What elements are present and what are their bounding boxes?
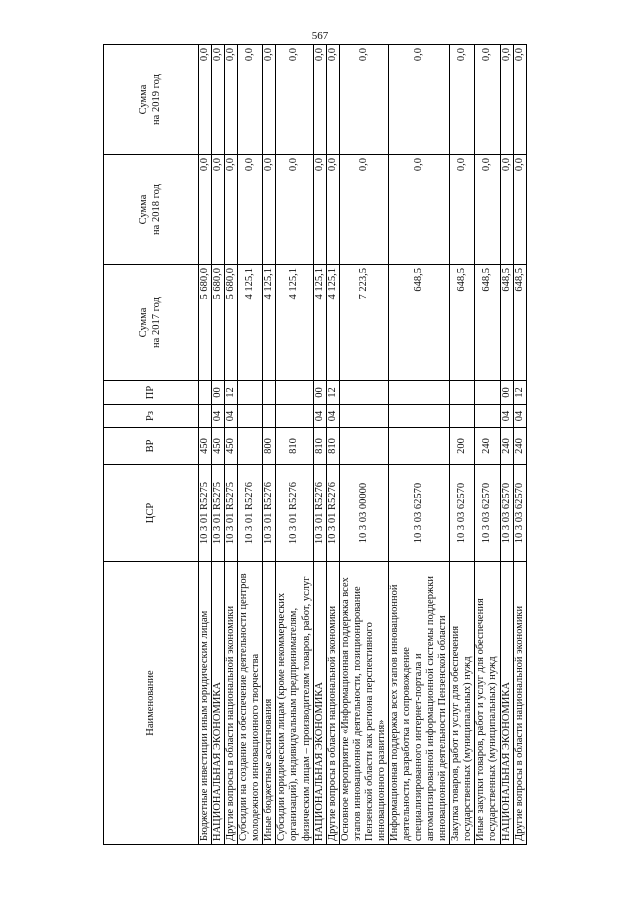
cell-name: Иные закупки товаров, работ и услуг для обеспечения государственных (муниципальных) нужд: [475, 562, 500, 845]
cell-pr: [339, 381, 388, 405]
cell-pr: [388, 381, 449, 405]
cell-sum-2019: 0,0: [313, 45, 326, 155]
cell-rz: [339, 405, 388, 428]
header-pr: ПР: [104, 381, 199, 405]
cell-sum-2018: 0,0: [212, 155, 225, 265]
cell-sum-2017: 5 680,0: [212, 265, 225, 381]
cell-name: Основное мероприятие «Информационная поддержка всех этапов инновационной деятельности, позиционирование Пензенской области как региона перспективного инновационного развития»: [339, 562, 388, 845]
budget-table: [103, 44, 527, 845]
cell-rz: 04: [513, 405, 526, 428]
cell-vr: 450: [212, 428, 225, 465]
cell-csr: 10 3 01 R5275: [199, 465, 212, 562]
cell-csr: 10 3 03 62570: [513, 465, 526, 562]
cell-pr: [475, 381, 500, 405]
cell-vr: 200: [450, 428, 475, 465]
cell-sum-2018: 0,0: [475, 155, 500, 265]
cell-csr: 10 3 03 62570: [388, 465, 449, 562]
table-row: [500, 45, 513, 845]
cell-sum-2019: 0,0: [339, 45, 388, 155]
cell-vr: 810: [326, 428, 339, 465]
cell-sum-2019: 0,0: [388, 45, 449, 155]
cell-vr: 240: [513, 428, 526, 465]
cell-name: Закупка товаров, работ и услуг для обеспечения государственных (муниципальных) нужд: [450, 562, 475, 845]
cell-rz: 04: [212, 405, 225, 428]
cell-sum-2017: 648,5: [513, 265, 526, 381]
budget-table-container: [103, 45, 525, 845]
header-sum-2018: [104, 155, 199, 265]
cell-name: Бюджетные инвестиции иным юридическим лицам: [199, 562, 212, 845]
cell-sum-2019: 0,0: [238, 45, 263, 155]
header-sum-2018-line1: Сумма: [138, 194, 150, 225]
cell-sum-2017: 4 125,1: [263, 265, 276, 381]
cell-vr: 800: [263, 428, 276, 465]
cell-sum-2018: 0,0: [388, 155, 449, 265]
cell-pr: 12: [513, 381, 526, 405]
cell-name: Иные бюджетные ассигнования: [263, 562, 276, 845]
header-sum-2017-line2: на 2017 год: [151, 297, 162, 348]
header-sum-2019-line1: Сумма: [138, 84, 150, 115]
cell-csr: 10 3 01 R5276: [238, 465, 263, 562]
cell-rz: 04: [326, 405, 339, 428]
table-row: [450, 45, 475, 845]
cell-csr: 10 3 03 00000: [339, 465, 388, 562]
cell-rz: 04: [313, 405, 326, 428]
cell-pr: 12: [326, 381, 339, 405]
header-sum-2017: [104, 265, 199, 381]
cell-vr: [388, 428, 449, 465]
cell-vr: [238, 428, 263, 465]
cell-name: Другие вопросы в области национальной экономики: [225, 562, 238, 845]
table-row: [263, 45, 276, 845]
cell-sum-2019: 0,0: [212, 45, 225, 155]
table-row: [513, 45, 526, 845]
cell-sum-2019: 0,0: [326, 45, 339, 155]
cell-name: НАЦИОНАЛЬНАЯ ЭКОНОМИКА: [313, 562, 326, 845]
cell-rz: [450, 405, 475, 428]
table-row: [326, 45, 339, 845]
cell-rz: 04: [225, 405, 238, 428]
cell-csr: 10 3 01 R5275: [225, 465, 238, 562]
cell-pr: [276, 381, 313, 405]
cell-sum-2017: 4 125,1: [238, 265, 263, 381]
table-row: [212, 45, 225, 845]
cell-rz: [199, 405, 212, 428]
table-header-row: [104, 45, 199, 845]
cell-csr: 10 3 03 62570: [450, 465, 475, 562]
cell-pr: [263, 381, 276, 405]
table-body: [199, 45, 527, 845]
header-sum-2019: [104, 45, 199, 155]
cell-sum-2017: 648,5: [388, 265, 449, 381]
header-vr: ВР: [104, 428, 199, 465]
cell-vr: [339, 428, 388, 465]
cell-sum-2019: 0,0: [199, 45, 212, 155]
cell-pr: 00: [212, 381, 225, 405]
cell-name: Субсидии на создание и обеспечение деятельности центров молодежного инновационного творчества: [238, 562, 263, 845]
cell-vr: 450: [199, 428, 212, 465]
header-csr: ЦСР: [104, 465, 199, 562]
cell-sum-2018: 0,0: [339, 155, 388, 265]
page-number: 567: [311, 30, 329, 42]
cell-csr: 10 3 03 62570: [475, 465, 500, 562]
cell-pr: [238, 381, 263, 405]
table-row: [276, 45, 313, 845]
cell-sum-2019: 0,0: [450, 45, 475, 155]
table-row: [238, 45, 263, 845]
cell-vr: 240: [500, 428, 513, 465]
cell-csr: 10 3 03 62570: [500, 465, 513, 562]
table-row: [339, 45, 388, 845]
cell-sum-2018: 0,0: [263, 155, 276, 265]
cell-rz: [276, 405, 313, 428]
table-row: [199, 45, 212, 845]
cell-vr: 810: [276, 428, 313, 465]
cell-vr: 810: [313, 428, 326, 465]
cell-rz: [263, 405, 276, 428]
cell-sum-2019: 0,0: [475, 45, 500, 155]
cell-sum-2018: 0,0: [238, 155, 263, 265]
cell-vr: 450: [225, 428, 238, 465]
rotated-table-frame: [103, 45, 525, 845]
table-row: [313, 45, 326, 845]
cell-sum-2019: 0,0: [263, 45, 276, 155]
cell-sum-2018: 0,0: [450, 155, 475, 265]
cell-rz: [238, 405, 263, 428]
cell-sum-2017: 7 223,5: [339, 265, 388, 381]
header-name: Наименование: [104, 562, 199, 845]
cell-sum-2017: 4 125,1: [313, 265, 326, 381]
cell-sum-2018: 0,0: [513, 155, 526, 265]
cell-sum-2017: 648,5: [500, 265, 513, 381]
cell-sum-2019: 0,0: [500, 45, 513, 155]
cell-name: Информационная поддержка всех этапов инновационной деятельности, разработка и сопровождение специализированного интернет-портала и автоматизированной информационной системы поддержки инновационной деятельности Пензенской области: [388, 562, 449, 845]
cell-pr: 00: [313, 381, 326, 405]
cell-name: Субсидии юридическим лицам (кроме некоммерческих организаций), индивидуальным предпринимателям, физическим лицам – производителям товаров, работ, услуг: [276, 562, 313, 845]
cell-csr: 10 3 01 R5276: [263, 465, 276, 562]
cell-csr: 10 3 01 R5276: [313, 465, 326, 562]
cell-sum-2018: 0,0: [199, 155, 212, 265]
table-row: [388, 45, 449, 845]
cell-sum-2019: 0,0: [513, 45, 526, 155]
cell-name: НАЦИОНАЛЬНАЯ ЭКОНОМИКА: [500, 562, 513, 845]
cell-sum-2017: 648,5: [450, 265, 475, 381]
cell-sum-2018: 0,0: [313, 155, 326, 265]
cell-pr: 12: [225, 381, 238, 405]
cell-rz: [475, 405, 500, 428]
cell-sum-2018: 0,0: [276, 155, 313, 265]
table-row: [225, 45, 238, 845]
header-rz: Рз: [104, 405, 199, 428]
header-sum-2019-line2: на 2019 год: [151, 74, 162, 125]
header-sum-2017-line1: Сумма: [138, 307, 150, 338]
cell-sum-2017: 4 125,1: [326, 265, 339, 381]
cell-sum-2019: 0,0: [225, 45, 238, 155]
cell-sum-2017: 4 125,1: [276, 265, 313, 381]
cell-name: Другие вопросы в области национальной экономики: [326, 562, 339, 845]
cell-pr: 00: [500, 381, 513, 405]
cell-sum-2017: 648,5: [475, 265, 500, 381]
cell-sum-2017: 5 680,0: [225, 265, 238, 381]
cell-pr: [199, 381, 212, 405]
cell-vr: 240: [475, 428, 500, 465]
cell-sum-2018: 0,0: [500, 155, 513, 265]
cell-csr: 10 3 01 R5275: [212, 465, 225, 562]
cell-rz: [388, 405, 449, 428]
cell-pr: [450, 381, 475, 405]
cell-name: НАЦИОНАЛЬНАЯ ЭКОНОМИКА: [212, 562, 225, 845]
header-sum-2018-line2: на 2018 год: [151, 184, 162, 235]
cell-rz: 04: [500, 405, 513, 428]
table-row: [475, 45, 500, 845]
cell-sum-2017: 5 680,0: [199, 265, 212, 381]
cell-csr: 10 3 01 R5276: [326, 465, 339, 562]
cell-name: Другие вопросы в области национальной экономики: [513, 562, 526, 845]
cell-sum-2018: 0,0: [225, 155, 238, 265]
cell-sum-2018: 0,0: [326, 155, 339, 265]
cell-sum-2019: 0,0: [276, 45, 313, 155]
cell-csr: 10 3 01 R5276: [276, 465, 313, 562]
